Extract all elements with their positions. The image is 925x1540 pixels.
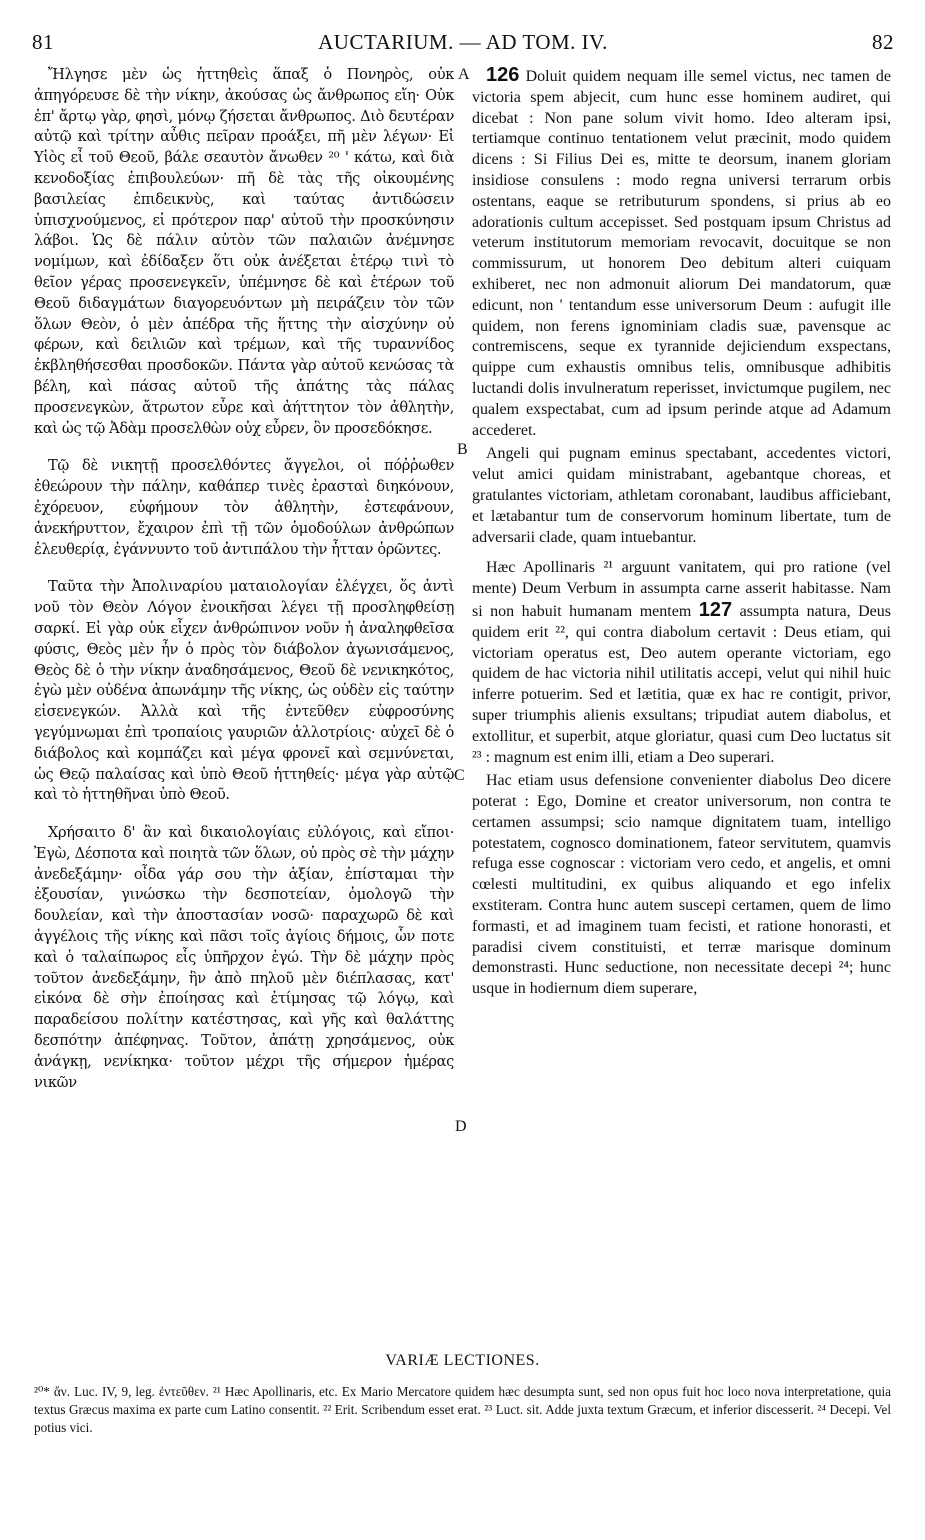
- latin-paragraph: Angeli qui pugnam eminus spectabant, accedentes victori, velut amici quidam ministrabant, agebantque choreas, et gratulantes victoriam, athletam coronabant, laudibus afficiebant, et lætabantur tum de conservorum hominum libertate, tum de adversarii clade, quam intuebantur.: [472, 445, 891, 546]
- greek-paragraph: Ταῦτα τὴν Ἀπολιναρίου ματαιολογίαν ἐλέγχει, ὅς ἀντὶ νοῦ τὸν Θεὸν Λόγον ἐνοικῆσαι λέγει τῇ προσληφθείσῃ σαρκί. Εἰ γὰρ οὐκ εἶχεν ἀνθρώπινον νοῦν ἡ ἀναληφθεῖσα φύσις, Θεὸς μὲν ἦν ὁ πρὸς τὸν διάβολον ἀγωνισάμενος, Θεὸς δὲ ὁ τὴν νίκην ἀναδησάμενος, Θεοῦ δὲ νενικηκότος, ἐγὼ μὲν οὐδένα ἀπωνάμην τῆς νίκης, ὡς οὐδὲν εἰς ταύτην εἰσενεγκών. Ἀλλὰ καὶ τῆς ἐντεῦθεν εὐφροσύνης γεγύμνωμαι ἐπὶ τροπαίοις γαυριῶν ἀλλοτρίοις· αὐχεῖ δὲ ὁ διάβολος καὶ κομπάζει καὶ μέγα φρονεῖ καὶ σεμνύνεται, ὡς Θεῷ παλαίσας καὶ ὑπὸ Θεοῦ ἡττηθείς· μέγα γὰρ αὐτῷ καὶ τὸ ἡττηθῆναι ὑπὸ Θεοῦ.: [34, 578, 454, 804]
- greek-paragraph: Ἤλγησε μὲν ὡς ἡττηθεὶς ἅπαξ ὁ Πονηρὸς, οὐκ ἀπηγόρευσε δὲ τὴν νίκην, ἀκούσας ὡς ἄνθρωπος εἴη· Οὐκ ἐπ' ἄρτῳ γὰρ, φησὶ, μόνῳ ζήσεται ἄνθρωπος. Διὸ δευτέραν αὐτῷ καὶ τρίτην αὖθις πεῖραν προάξει, πῆ μὲν λέγων· Εἰ Υἱὸς εἶ τοῦ Θεοῦ, βάλε σεαυτὸν ἄνωθεν ²⁰ ' κάτω, καὶ διὰ κενοδοξίας ἐπιβουλεύων· πῆ δὲ τὰς τῆς οἰκουμένης βασιλείας ἐπιδεικνὺς, καὶ ταύτας ἀντιδώσειν ὑπισχνούμενος, εἰ πρότερον παρ' αὐτοῦ τὴν προσκύνησιν λάβοι. Ὡς δὲ πάλιν αὐτὸν τῶν παλαιῶν ἀνέμνησε νομίμων, καὶ ἐδίδαξεν ὅτι οὐκ ἀνέξεται ἑτέρῳ τινὶ τὸ θεῖον γέρας προσενεγκεῖν, ὑπέμνησε δὲ καὶ ἑτέρων τοῦ Θεοῦ διδαγμάτων διαγορευόντων μὴ πειράζειν τὸν τῶν ὅλων Θεὸν, ὁ μὲν ἀπέδρα τῆς ἥττης τὴν αἰσχύνην οὐ φέρων, καὶ δειλιῶν καὶ τρέμων, καὶ τῆς τυραννίδος ἐκβληθήσεσθαι προσδοκῶν. Πάντα γὰρ αὐτοῦ κενώσας τὰ βέλη, καὶ πάσας αὐτοῦ τῆς ἀπάτης τὰς πάλας προσενεγκὼν, ἄτρωτον εὗρε καὶ ἀήττητον τὸν ἀθλητὴν, καὶ ὡς τῷ Ἀδὰμ προσελθὼν οὐχ εὗρεν, ὃν προσεδόκησε.: [34, 66, 454, 437]
- latin-paragraph-text: assumpta natura, Deus quidem erit ²², qui contra diabolum certavit : Deus etiam, qui victoriam operatus est, Deo autem operante victoriam, ego quidem de hac victoria nihil utilitatis accepi, velut qui nihil huic inferre potuerim. Sed et lætitia, quæ ex hac re contigit, privor, super triumphis alienis exsultans; tripudiat autem diabolus, et extollitur, et superbit, atque gloriatur, quasi cum Deo luctatus sit ²³ : magnum est enim illi, etiam a Deo superari.: [472, 602, 892, 766]
- greek-paragraph: Χρήσαιτο δ' ἂν καὶ δικαιολογίαις εὐλόγοις, καὶ εἴποι· Ἐγὼ, Δέσποτα καὶ ποιητὰ τῶν ὅλων, οὐ πρὸς σὲ τὴν μάχην ἀνεδεξάμην· οἶδα γάρ σου τὴν ἀξίαν, ἐπίσταμαι τὴν ἐξουσίαν, γινώσκω τὴν δεσποτείαν, ὁμολογῶ τὴν δουλείαν, καὶ τὴν ἀποστασίαν νοσῶ· παραχωρῶ δὲ καὶ ἀγγέλοις τῆς νίκης καὶ πᾶσι τοῖς ἁγίοις δήμοις, ὧν ποτε καὶ ὁ ταλαίπωρος εἷς ὑπῆρχον ἐγώ. Τὴν δὲ μάχην πρὸς τοῦτον ἀνεδεξάμην, ἣν ἀπὸ πηλοῦ μὲν διέπλασας, κατ' εἰκόνα δὲ σὴν ἐποίησας καὶ ἐτίμησας τῷ λόγῳ, καὶ παραδείσου πολίτην κατέστησας, καὶ γῆς καὶ θαλάττης δεσπότην ἀπέφηνας. Τοῦτον, ἀπάτῃ χρησάμενος, οὐκ ἀνάγκῃ, νενίκηκα· τοῦτον μέχρι τῆς σήμερον ἡμέρας νικῶν: [34, 824, 454, 1091]
- latin-paragraph-text: Doluit quidem nequam ille semel victus, nec tamen de victoria spem abjecit, cum hunc esse hominem audiret, qui dicebat : Non pane solum vivit homo. Ideo alteram ipsi, tertiamque continuo tentationem velut præcinit, modo quidem dicens : Si Filius Dei es, mitte te deorsum, inanem gloriam insidiose consulens : modo regna universi terrarum orbis ostentans, eaque se retributurum spondens, si prius ab eo adorationis cultum accepisset. Sed postquam ipsum Christus ad veterum institutorum memoriam revocavit, docuitque se non commissurum, ut honorem Deo debitum alteri cuiquam exhiberet, nec non admonuit aliorum Dei mandatorum, quæ edicunt, non ' tentandum esse universorum Deum : aufugit ille quidem, non ferens ignominiam cladis suæ, pavensque ac contremiscens, seque ex tyrannide dejiciendum exspectans, quippe cum exhaustis omnibus telis, omnibusque adhibitis luctandi dolis invulneratum reperisset, invictumque pugilem, nec qualem exspectabat, cum ad ipsum perinde atque ad Adamum accederet.: [472, 68, 891, 439]
- margin-letter-d: D: [455, 1118, 467, 1135]
- page-header: [32, 30, 894, 56]
- greek-paragraph: Τῷ δὲ νικητῇ προσελθόντες ἄγγελοι, οἱ πόῤῥωθεν ἐθεώρουν τὴν πάλην, καθάπερ τινὲς ἐρασταὶ διηκόνουν, ἐχόρευον, εὐφήμουν τὸν ἀθλητὴν, ἐστεφάνουν, ἀνεκήρυττον, ἔχαιρον ἐπὶ τῇ τῶν ὁμοδούλων ἀνθρώπων ἐλευθερίᾳ, ἐγάννυντο τοῦ ἀντιπάλου τὴν ἧτταν ὁρῶντες.: [34, 457, 454, 558]
- latin-column: [472, 65, 891, 1000]
- margin-letter-a: A: [458, 66, 470, 83]
- greek-column: [34, 65, 454, 1093]
- left-column-number: 81: [32, 30, 54, 54]
- column-marker-127: 127: [698, 598, 733, 621]
- right-column-number: 82: [872, 30, 894, 54]
- latin-paragraph: [472, 558, 891, 768]
- running-title: AUCTARIUM. — AD TOM. IV.: [318, 30, 608, 54]
- latin-paragraph: Hac etiam usus defensione convenienter diabolus Deo dicere poterat : Ego, Domine et creator universorum, non contra te certamen assumpsi; scio namque dignitatem tuam, intelligo potestatem, cognosco dominationem, fateor servitutem, quamvis refuga esse cognoscar : victoriam vero cedo, et angelis, et omni cœlesti multitudini, ex quibus aliquando et ego infelix exstiteram. Contra hunc autem suscepi certamen, quem de limo formasti, et ad imaginem tuam fecisti, et ratione honorasti, et paradisi civem constituisti, et terræ marisque dominum demonstrasti. Hunc seductione, non necessitate decepi ²⁴; hunc usque in hodiernum diem superare,: [472, 772, 891, 998]
- column-marker-126: 126: [486, 64, 520, 86]
- latin-paragraph-text: Hæc Apollinaris ²¹ arguunt vanitatem, qui pro ratione (vel mente) Deum Verbum in assumpta carne asserit habitasse. Nam si non habuit humanam mentem: [472, 559, 891, 620]
- latin-paragraph: [472, 65, 891, 441]
- variae-lectiones-heading: VARIÆ LECTIONES.: [385, 1352, 540, 1369]
- margin-letter-b: B: [457, 441, 468, 458]
- variae-lectiones-notes: ²⁰* ἄν. Luc. IV, 9, leg. ἐντεῦθεν. ²¹ Hæc Apollinaris, etc. Ex Mario Mercatore quidem hæc desumpta sunt, sed non opus fuit hoc loco nova interpretatione, quia textus Græcus maxima ex parte cum Latino consentit. ²² Erit. Scribendum esset erat. ²³ Luct. sit. Adde juxta textum Græcum, et inferior discesserit. ²⁴ Decepi. Vel potius vici.: [34, 1384, 891, 1435]
- margin-letter-c: C: [454, 767, 465, 784]
